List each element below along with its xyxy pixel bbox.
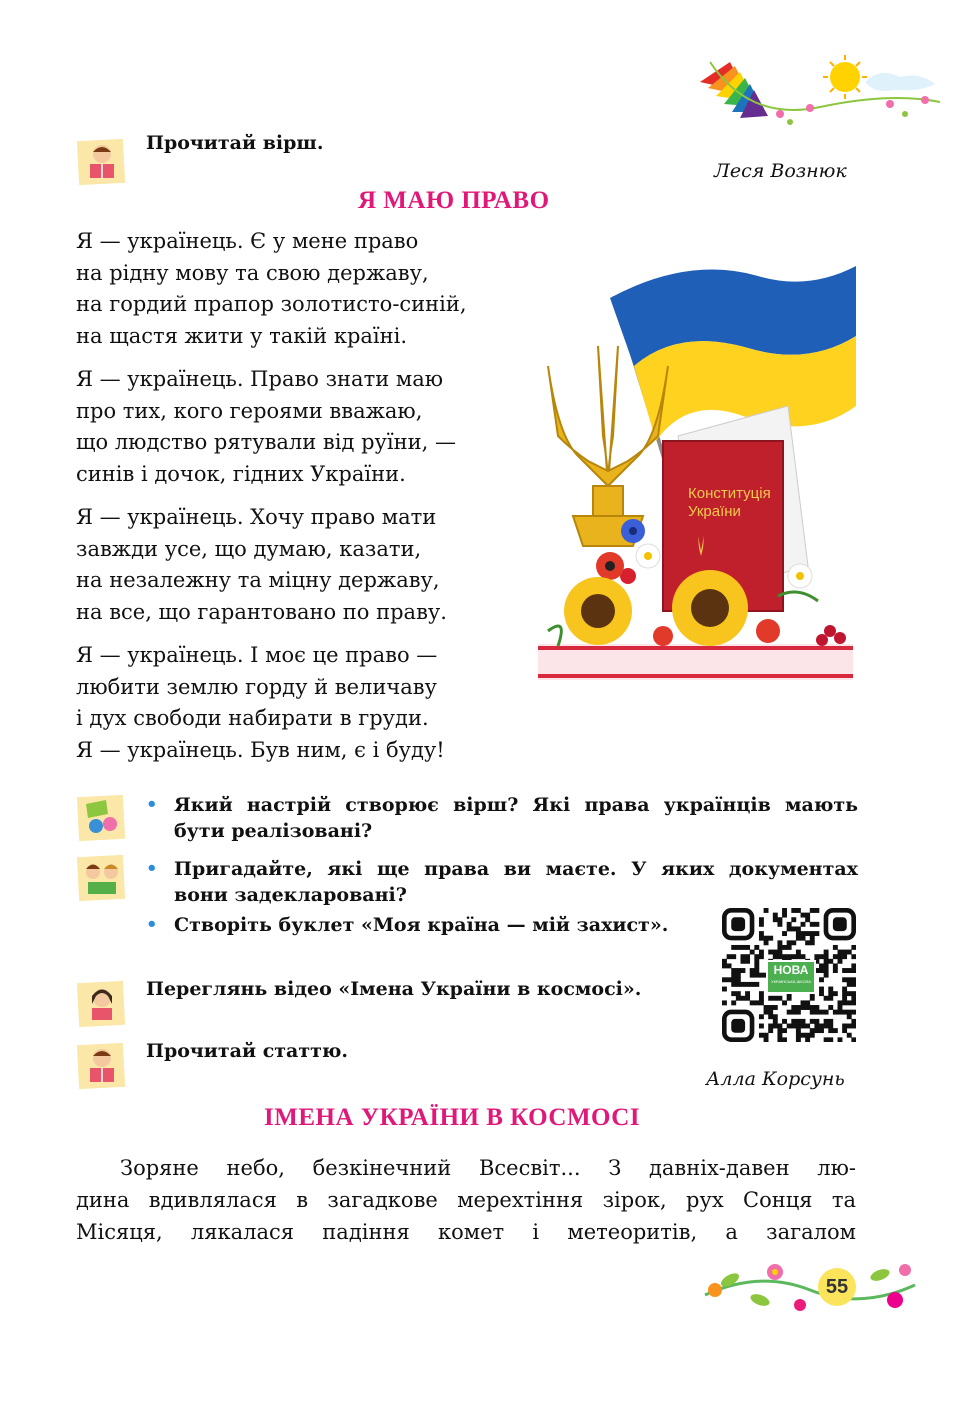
qr-logo-sub: УКРАЇНСЬКА ШКОЛА — [771, 979, 811, 984]
poem-line: Я — українець. Є у мене право — [76, 229, 419, 253]
page-number-badge — [818, 1268, 856, 1306]
reading-icon — [76, 136, 128, 192]
qr-code[interactable] — [722, 908, 856, 1042]
qr-logo-text: НОВА — [773, 963, 809, 977]
question-line: бути реалізовані? — [174, 820, 373, 842]
article-line: Місяця, лякалася падіння комет і метеоритів, а загалом — [76, 1220, 856, 1244]
poem-line: завжди усе, що думаю, казати, — [76, 536, 422, 561]
group-work-icon — [76, 852, 128, 908]
article-line: дина вдивлялася в загадкове мерехтіння зірок, рух Сонця та — [76, 1188, 856, 1212]
bullet-icon: • — [146, 914, 158, 935]
poem-line: на все, що гарантовано по праву. — [76, 599, 447, 624]
poem-line: про тих, кого героями вважаю, — [76, 398, 423, 423]
question-item — [146, 856, 858, 908]
poem-line: Я — українець. І моє це право — — [76, 643, 438, 667]
poem-line: на щастя жити у такій країні. — [76, 323, 408, 348]
question-item — [146, 912, 668, 938]
instruction-read-poem: Прочитай вірш. — [146, 132, 324, 154]
bullet-icon: • — [146, 794, 158, 815]
article-title: ІМЕНА УКРАЇНИ В КОСМОСІ — [264, 1104, 641, 1131]
reading-icon — [76, 1040, 128, 1096]
page-number: 55 — [825, 1276, 849, 1298]
poem-line: що людство рятували від руїни, — — [76, 430, 456, 454]
poem-line: Я — українець. Був ним, є і буду! — [76, 737, 445, 762]
book-title-line2: України — [688, 503, 741, 520]
question-line: Який настрій створює вірш? Які права українців мають — [174, 794, 858, 816]
question-line: Створіть буклет «Моя країна — мій захист». — [174, 914, 669, 936]
poem-stanza — [76, 502, 447, 628]
article-text — [76, 1152, 856, 1248]
poem-line: Я — українець. Хочу право мати — [76, 505, 437, 529]
qr-logo — [766, 960, 816, 994]
poem-title: Я МАЮ ПРАВО — [358, 187, 550, 214]
bullet-icon: • — [146, 858, 158, 879]
instruction-watch-video: Переглянь відео «Імена України в космосі». — [146, 978, 642, 1000]
book-title-line1: Конституція — [688, 485, 771, 502]
question-line: вони задекларовані? — [174, 884, 407, 906]
poem-line: на рідну мову та свою державу, — [76, 260, 429, 285]
ukraine-symbols-illustration — [538, 236, 858, 684]
floral-decoration — [700, 1250, 920, 1320]
poem-line: синів і дочок, гідних України. — [76, 461, 406, 486]
question-line: Пригадайте, які ще права ви маєте. У яких документах — [174, 858, 858, 880]
poem-stanza — [76, 226, 467, 352]
poem-line: Я — українець. Право знати маю — [76, 367, 443, 391]
article-line: Зоряне небо, безкінечний Всесвіт... З давніх-давен лю- — [120, 1156, 856, 1180]
instruction-read-article: Прочитай статтю. — [146, 1040, 348, 1062]
discussion-icon — [76, 792, 128, 848]
poem-line: і дух свободи набирати в груди. — [76, 706, 429, 730]
poem-line: на гордий прапор золотисто-синій, — [76, 292, 467, 316]
poem-stanza — [76, 640, 445, 766]
rainbow-sun-decoration — [690, 52, 950, 132]
poem-line: на незалежну та міцну державу, — [76, 568, 440, 592]
poem-author: Леся Вознюк — [714, 160, 847, 182]
video-icon — [76, 978, 128, 1034]
article-author: Алла Корсунь — [706, 1068, 845, 1090]
poem-line: любити землю горду й величаву — [76, 674, 437, 699]
question-item — [146, 792, 858, 844]
poem-stanza — [76, 364, 456, 490]
